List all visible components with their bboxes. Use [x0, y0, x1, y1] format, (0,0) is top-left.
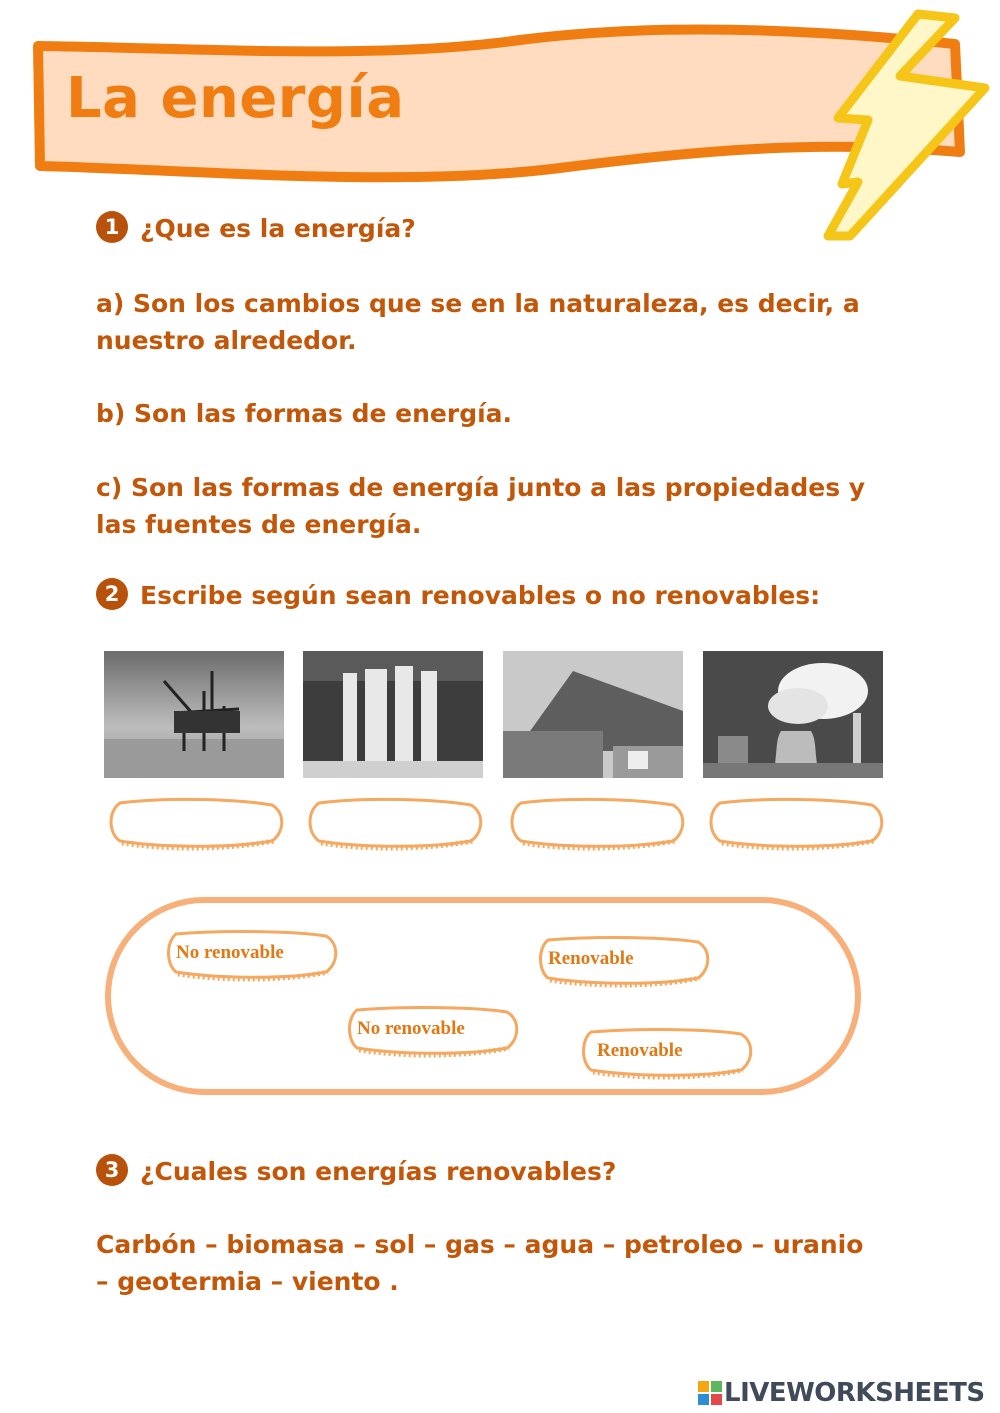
option-c[interactable]	[96, 469, 916, 543]
word-chip-no-renovable-1[interactable]	[164, 928, 340, 982]
answer-slot-2[interactable]	[305, 795, 483, 851]
answer-slot-3[interactable]	[507, 795, 685, 851]
answer-slot-4[interactable]	[706, 795, 884, 851]
option-a[interactable]	[96, 285, 916, 359]
word-chip-renovable-1[interactable]	[536, 934, 712, 988]
question-1-number: 1	[96, 211, 128, 243]
question-3-number: 3	[96, 1154, 128, 1186]
option-c-line2: las fuentes de energía.	[96, 510, 422, 539]
question-1	[96, 210, 416, 247]
word-chip-no-renovable-2[interactable]	[345, 1004, 521, 1058]
word-chip-label: No renovable	[176, 942, 284, 963]
answer-input-4[interactable]	[718, 805, 872, 837]
option-b[interactable]	[96, 395, 916, 432]
word-chip-label: Renovable	[597, 1040, 683, 1061]
answer-input-3[interactable]	[519, 805, 673, 837]
answer-slot-1[interactable]	[106, 795, 284, 851]
question-2-text: Escribe según sean renovables o no renovables:	[140, 581, 821, 610]
liveworksheets-logo-text: LIVEWORKSHEETS	[724, 1378, 985, 1408]
answer-input-1[interactable]	[118, 805, 272, 837]
image-waterfall	[303, 651, 483, 778]
energy-list-line1: Carbón – biomasa – sol – gas – agua – petroleo – uranio	[96, 1230, 864, 1259]
energy-list-line2: – geotermia – viento .	[96, 1267, 399, 1296]
image-house-roof	[503, 651, 683, 778]
liveworksheets-logo-icon	[698, 1381, 722, 1407]
option-b-line1: b) Son las formas de energía.	[96, 399, 513, 428]
question-2-number: 2	[96, 578, 128, 610]
question-3-text: ¿Cuales son energías renovables?	[140, 1157, 617, 1186]
option-a-line1: a) Son los cambios que se en la naturaleza, es decir, a	[96, 289, 860, 318]
question-2	[96, 577, 820, 614]
image-oil-platform	[104, 651, 284, 778]
energy-list	[96, 1226, 956, 1300]
question-3	[96, 1153, 616, 1190]
option-c-line1: c) Son las formas de energía junto a las propiedades y	[96, 473, 866, 502]
page-title: La energía	[66, 66, 405, 131]
answer-input-2[interactable]	[317, 805, 471, 837]
word-chip-renovable-2[interactable]	[579, 1026, 755, 1080]
question-1-text: ¿Que es la energía?	[140, 214, 416, 243]
image-power-plant	[703, 651, 883, 778]
word-chip-label: Renovable	[548, 948, 634, 969]
word-chip-label: No renovable	[357, 1018, 465, 1039]
option-a-line2: nuestro alrededor.	[96, 326, 357, 355]
